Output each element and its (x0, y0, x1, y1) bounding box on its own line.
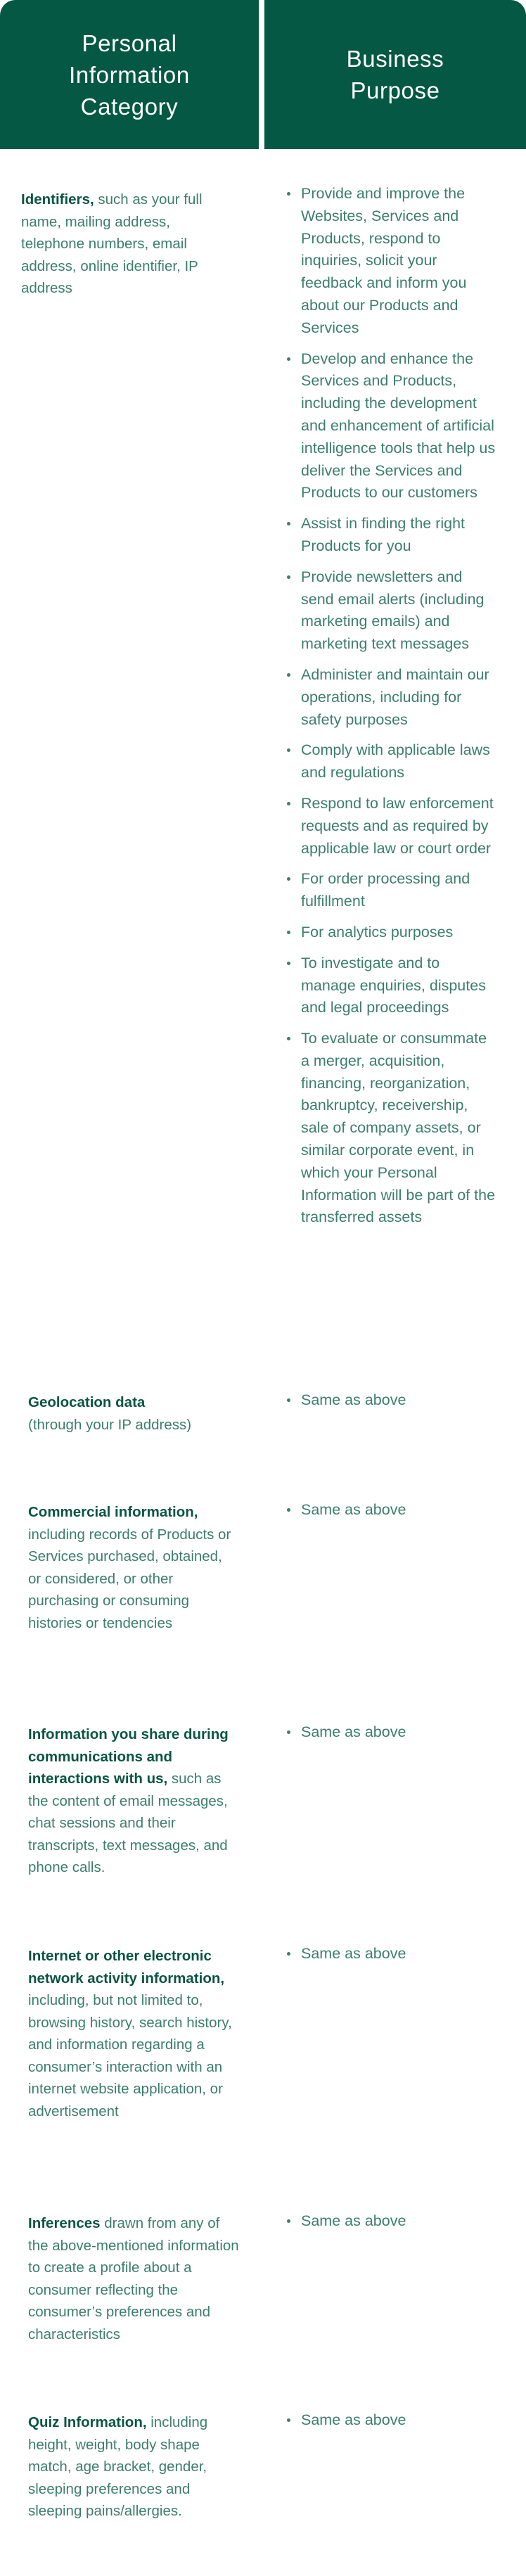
header-business-purpose (264, 0, 526, 149)
purpose-list (287, 1721, 498, 1752)
header-right-label: Business Purpose (346, 46, 444, 103)
bullet-icon (287, 931, 290, 934)
category-description: drawn from any of the above-mentioned information to create a profile about a consumer reflecting the consumer’s preferences and characteristics (28, 2215, 239, 2342)
bullet-icon (287, 1398, 290, 1402)
purpose-list (287, 1499, 498, 1530)
category-cell (28, 1945, 232, 2122)
purpose-item: Same as above (287, 1389, 498, 1412)
purpose-item: Assist in finding the right Products for you (287, 513, 498, 558)
bullet-icon (287, 877, 290, 881)
purpose-item: Same as above (287, 1943, 498, 1965)
category-cell (28, 1723, 232, 1879)
bullet-icon (287, 2219, 290, 2223)
bullet-icon (287, 673, 290, 677)
purpose-item: To investigate and to manage enquiries, disputes and legal proceedings (287, 952, 498, 1019)
purpose-item: Respond to law enforcement requests and as required by applicable law or court order (287, 793, 498, 860)
category-cell (21, 189, 225, 300)
purpose-list (287, 2210, 498, 2241)
category-description: such as your full name, mailing address, telephone numbers, email address, online identifier, IP address (21, 191, 203, 296)
category-description: including, but not limited to, browsing history, search history, and information regarding a consumer’s interaction with an internet website application, or advertisement (28, 1992, 232, 2119)
category-title: Information you share during communications and interactions with us, (28, 1726, 229, 1787)
category-description: including height, weight, body shape match, age bracket, gender, sleeping preferences and sleeping pains/allergies. (28, 2414, 208, 2519)
purpose-item: Same as above (287, 1499, 498, 1522)
bullet-icon (287, 522, 290, 525)
category-title: Geolocation data (28, 1394, 146, 1410)
category-description: such as the content of email messages, chat sessions and their transcripts, text messages, and phone calls. (28, 1771, 228, 1875)
bullet-icon (287, 2418, 290, 2422)
purpose-item: For analytics purposes (287, 922, 498, 944)
purpose-item: For order processing and fulfillment (287, 868, 498, 913)
purpose-list (287, 1943, 498, 1974)
bullet-icon (287, 1730, 290, 1734)
category-cell (28, 2212, 239, 2345)
category-title: Quiz Information, (28, 2414, 147, 2430)
category-cell (28, 2411, 225, 2523)
table-header (0, 0, 526, 149)
category-description: (through your IP address) (28, 1416, 192, 1433)
purpose-list (287, 2409, 498, 2440)
purpose-item: Administer and maintain our operations, including for safety purposes (287, 664, 498, 731)
category-cell (28, 1391, 225, 1436)
category-title: Commercial information, (28, 1504, 198, 1520)
category-title: Identifiers, (21, 191, 94, 208)
category-description: including records of Products or Services purchased, obtained, or considered, or other purchasing or consuming histories or tendencies (28, 1526, 231, 1631)
bullet-icon (287, 575, 290, 579)
bullet-icon (287, 962, 290, 965)
purpose-item: Provide and improve the Websites, Services and Products, respond to inquiries, solicit your feedback and inform you about our Products and Services (287, 183, 498, 340)
category-cell (28, 1501, 232, 1634)
header-left-label: Personal Information Category (69, 30, 190, 120)
category-title: Internet or other electronic network activity information, (28, 1948, 225, 1987)
bullet-icon (287, 192, 290, 196)
bullet-icon (287, 802, 290, 805)
purpose-item: Same as above (287, 2409, 498, 2432)
bullet-icon (287, 1952, 290, 1956)
purpose-item: Same as above (287, 1721, 498, 1744)
purpose-item: To evaluate or consummate a merger, acquisition, financing, reorganization, bankruptcy, receivership, sale of company assets, or similar corporate event, in which your Personal Information will be part of the transferred assets (287, 1028, 498, 1229)
purpose-item: Comply with applicable laws and regulations (287, 739, 498, 784)
bullet-icon (287, 357, 290, 361)
purpose-item: Same as above (287, 2210, 498, 2233)
bullet-icon (287, 1037, 290, 1040)
bullet-icon (287, 1508, 290, 1512)
purpose-item: Develop and enhance the Services and Products, including the development and enhancement of artificial intelligence tools that help us deliver the Services and Products to our customers (287, 348, 498, 505)
purpose-item: Provide newsletters and send email alerts (including marketing emails) and marketing text messages (287, 566, 498, 656)
purpose-list (287, 183, 498, 1237)
purpose-list (287, 1389, 498, 1420)
bullet-icon (287, 748, 290, 752)
category-title: Inferences (28, 2215, 101, 2231)
header-personal-information-category (0, 0, 259, 149)
